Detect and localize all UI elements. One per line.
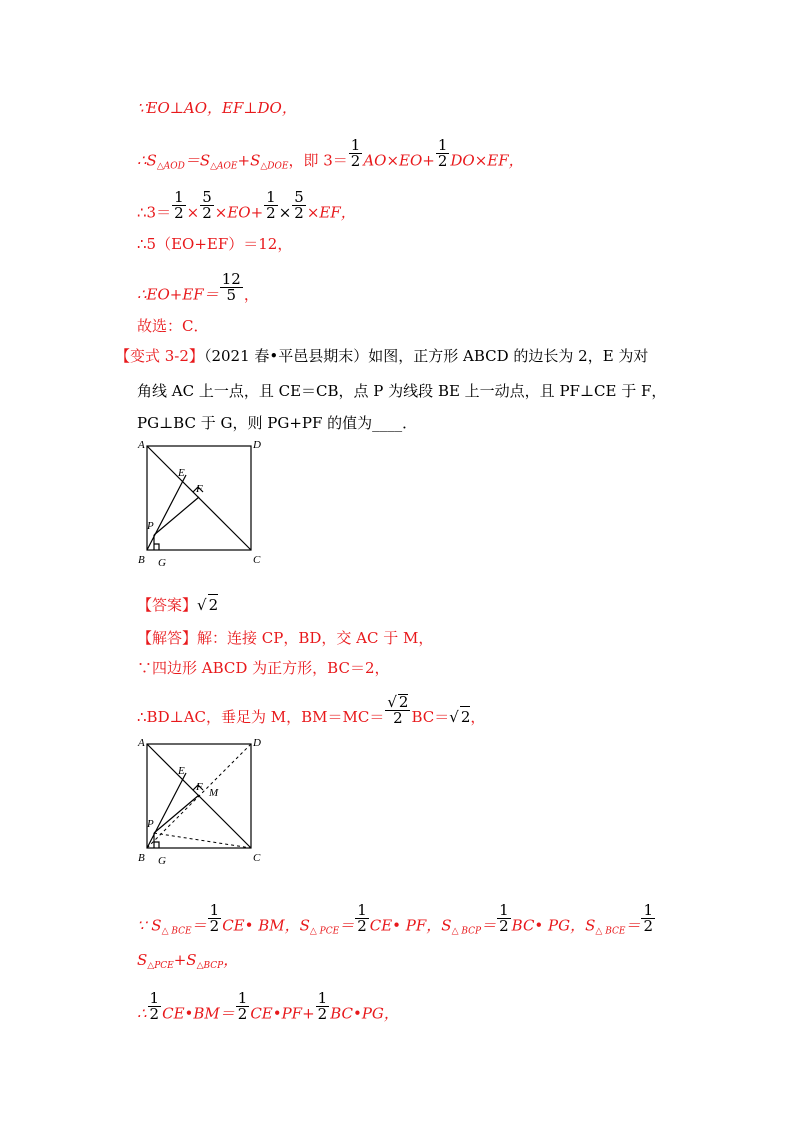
numerator: 12 — [221, 270, 241, 288]
text: ×EO+ — [214, 203, 264, 222]
analysis-line-3: ∴BD⊥AC，垂足为 M，BM＝MC＝ $\frac{√ 2}{2}$ BC＝√ 2， — [137, 693, 486, 727]
numerator: 5 — [202, 188, 212, 206]
text: ＝S — [184, 151, 211, 170]
subscript: △ BCE — [595, 926, 626, 937]
denominator: 2 — [209, 917, 220, 935]
answer-tag: 【答案】 — [137, 596, 198, 614]
subscript: △AOE — [210, 161, 238, 172]
solution-line-6: 故选：C． — [137, 317, 209, 335]
denominator: 2 — [174, 204, 184, 222]
label-A: A — [138, 737, 145, 749]
fraction — [220, 272, 243, 303]
text: ×EF， — [306, 203, 356, 222]
numerator: 1 — [350, 136, 361, 154]
analysis-line-1 — [137, 628, 433, 648]
analysis-line-2: ∵四边形 ABCD 为正方形，BC＝2， — [137, 659, 390, 677]
numerator: 1 — [437, 136, 448, 154]
fraction — [236, 991, 250, 1022]
text: ∵ S — [137, 916, 162, 935]
text: ∴EO+EF＝ — [137, 285, 219, 304]
label-M: M — [209, 787, 219, 799]
subscript: △DOE — [260, 161, 289, 172]
label-F: F — [196, 781, 203, 793]
text: +S — [173, 951, 197, 969]
fraction — [641, 903, 655, 934]
fraction: $\frac{√ 2}{2}$ — [387, 693, 409, 727]
problem-text: （2021 春•平邑县期末）如图，正方形 ABCD 的边长为 2，E 为对 — [203, 347, 649, 365]
fraction — [172, 190, 186, 221]
geometry-figure-1 — [135, 436, 275, 572]
solution-line-3 — [137, 188, 356, 229]
sqrt-value: 2 — [460, 708, 471, 726]
subscript: △AOD — [156, 161, 185, 172]
solution-line-4: ∴5（EO+EF）＝12， — [137, 235, 293, 253]
numerator: 1 — [237, 989, 248, 1007]
problem-line-3: PG⊥BC 于 G，则 PG+PF 的值为____． — [137, 414, 418, 432]
areas-line-1 — [137, 901, 656, 942]
fraction — [292, 190, 306, 221]
solution-line-1: ∵EO⊥AO，EF⊥DO， — [137, 99, 297, 117]
fraction — [200, 190, 214, 221]
numerator: 2 — [398, 693, 409, 711]
text: +S — [237, 151, 261, 170]
problem-line-2: 角线 AC 上一点，且 CE＝CB，点 P 为线段 BE 上一动点，且 PF⊥CE 于 F， — [137, 382, 667, 400]
numerator: 1 — [174, 188, 184, 206]
text: ， — [223, 951, 239, 969]
label-E: E — [178, 765, 185, 777]
problem-line-1 — [115, 346, 648, 366]
text: AO×EO+ — [363, 151, 435, 170]
text: ＝ — [625, 916, 641, 935]
label-E: E — [178, 467, 185, 479]
denominator: 2 — [317, 1005, 328, 1023]
denominator: 2 — [499, 917, 509, 935]
fraction — [497, 903, 511, 934]
numerator: 1 — [357, 901, 367, 919]
denominator: 2 — [237, 1005, 248, 1023]
answer-line: 【答案】√ 2 — [137, 596, 219, 614]
text: BC•PG， — [330, 1004, 399, 1023]
text: BC• PG，S — [511, 916, 596, 935]
label-G: G — [158, 855, 166, 867]
text: ∴BD⊥AC，垂足为 M，BM＝MC＝ — [137, 708, 385, 726]
denominator: 2 — [437, 152, 448, 170]
areas-line-2 — [137, 950, 238, 976]
text: ＝ — [339, 916, 355, 935]
denominator: 2 — [357, 917, 367, 935]
text: ＝ — [191, 916, 207, 935]
numerator: 1 — [149, 989, 160, 1007]
text: CE•BM＝ — [162, 1004, 235, 1023]
subscript: △BCP — [196, 961, 224, 971]
text: ， — [243, 285, 259, 304]
label-A: A — [138, 439, 145, 451]
fraction — [355, 903, 369, 934]
numerator: 5 — [294, 188, 304, 206]
analysis-text: 解：连接 CP，BD，交 AC 于 M， — [197, 629, 434, 647]
numerator: 1 — [209, 901, 220, 919]
subscript: △ BCE — [161, 926, 192, 937]
analysis-tag: 【解答】 — [137, 629, 198, 647]
numerator: 1 — [266, 188, 276, 206]
numerator: 1 — [499, 901, 509, 919]
text: ∴S — [137, 151, 157, 170]
fraction — [148, 991, 162, 1022]
answer-value: 2 — [208, 596, 219, 614]
fraction — [436, 138, 450, 169]
areas-line-3 — [137, 989, 399, 1030]
text: ， — [470, 708, 486, 726]
numerator: 1 — [317, 989, 328, 1007]
text: S — [137, 951, 148, 969]
text: ＝ — [481, 916, 497, 935]
subscript: △PCE — [147, 961, 174, 971]
label-C: C — [253, 852, 261, 864]
label-D: D — [253, 737, 261, 749]
label-G: G — [158, 557, 166, 569]
solution-line-2 — [137, 136, 524, 177]
text: ∴3＝ — [137, 203, 172, 222]
fraction — [316, 991, 330, 1022]
numerator: 1 — [643, 901, 653, 919]
text: CE• BM，S — [222, 916, 310, 935]
denominator: 5 — [226, 286, 237, 304]
text: ，即 3＝ — [288, 151, 348, 170]
fraction — [264, 190, 278, 221]
text: BC＝ — [411, 708, 450, 726]
denominator: 2 — [202, 204, 212, 222]
denominator: 2 — [643, 917, 653, 935]
label-P: P — [147, 520, 154, 532]
text: ∴ — [137, 1004, 147, 1023]
text: × — [278, 203, 292, 222]
subscript: △ BCP — [451, 926, 482, 937]
subscript: △ PCE — [309, 926, 340, 937]
label-F: F — [196, 483, 203, 495]
label-B: B — [138, 554, 145, 566]
solution-line-5 — [137, 270, 259, 311]
denominator: 2 — [266, 204, 276, 222]
label-D: D — [253, 439, 261, 451]
denominator: 2 — [149, 1005, 160, 1023]
text: CE•PF+ — [250, 1004, 315, 1023]
fraction — [208, 903, 222, 934]
problem-tag: 【变式 3-2】 — [115, 347, 204, 365]
denominator: 2 — [393, 709, 403, 727]
text: DO×EF， — [450, 151, 524, 170]
geometry-figure-2 — [135, 734, 275, 870]
fraction — [349, 138, 363, 169]
text: CE• PF，S — [369, 916, 452, 935]
denominator: 2 — [294, 204, 304, 222]
denominator: 2 — [350, 152, 361, 170]
label-C: C — [253, 554, 261, 566]
text: × — [186, 203, 200, 222]
label-B: B — [138, 852, 145, 864]
label-P: P — [147, 818, 154, 830]
